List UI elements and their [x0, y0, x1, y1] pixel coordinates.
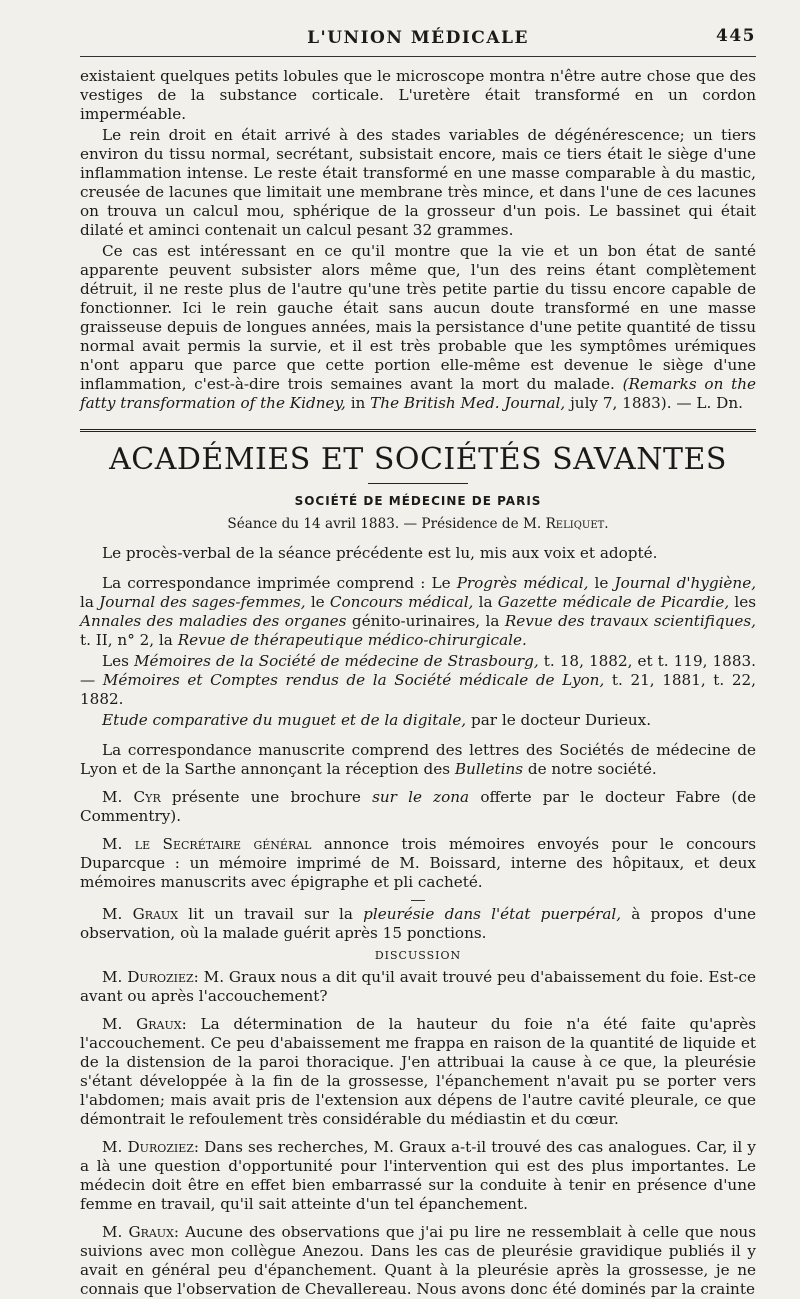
session-line — [80, 516, 756, 532]
correspondence-printed — [80, 574, 756, 650]
corr-revue1: Revue des travaux scientifiques, — [504, 612, 756, 630]
section-rule — [80, 429, 756, 432]
cyr-paragraph — [80, 788, 756, 826]
cyr-a: présente une brochure — [171, 788, 361, 806]
corr-bulletins: Bulletins — [454, 760, 524, 778]
session-text: Séance du 14 avril 1883. — Présidence de M. — [227, 516, 542, 532]
correspondence-memoires — [80, 652, 756, 709]
intro-p3-in: in — [350, 394, 366, 412]
corr-t21: t. 21, 1881, t. 22, 1882. — [80, 671, 756, 708]
intro-p3-citation: (Remarks on the fatty transformation of the Kidney, — [80, 375, 756, 412]
corr-progres: Progrès médical, — [456, 574, 589, 592]
intro-paragraph-3 — [80, 242, 756, 413]
graux-name-1: M. Graux — [102, 1015, 182, 1033]
corr-genito: génito-urinaires, la — [351, 612, 500, 630]
graux-paragraph — [80, 905, 756, 943]
cyr-b: offerte par le docteur Fabre (de Commentry). — [80, 788, 757, 825]
corr-t2: t. II, n° 2, la — [80, 631, 173, 649]
corr-t18: t. 18, 1882, et t. 119, 1883. — — [80, 652, 756, 689]
duroziez-name-2: M. Duroziez — [102, 1138, 194, 1156]
graux-text-1: : La détermination de la hauteur du foie n'a été faite qu'après l'accouchement. Ce peu d'abaissement me frappa en raison de la quantité de liquide et de la distension de la paroi thoracique. J'en attribuai la cause à ce que, la pleurésie s'étant développée à la fin de la grossesse, l'épanchement n'avait pu se porter vers l'abdomen; mais avait pris de l'extension aux dépens de l'autre cavité pleurale, ce que démontrait le refoulement très considérable du médiastin et du cœur. — [80, 1015, 756, 1128]
corr-la2: la — [478, 593, 493, 611]
cyr-zona: sur le zona — [372, 788, 470, 806]
intro-p3-text: Ce cas est intéressant en ce qu'il montre que la vie et un bon état de santé apparente peuvent subsister alors même que, l'un des reins étant complètement détruit, il ne reste plus de l'autre qu'une très petite partie du tissu encore capable de fonctionner. Ici le rein gauche était sans aucun doute transformé en une masse graisseuse depuis de longues années, mais la persistance d'une petite quantité de tissu normal avait permis la survie, et il est très probable que les symptômes urémiques n'ont apparu que parce que cette portion elle-même est devenue le siège d'une inflammation, c'est-à-dire trois semaines avant la mort du malade. — [80, 242, 756, 393]
cyr-name: M. Cyr — [102, 788, 161, 806]
duroziez-text-2: : Dans ses recherches, M. Graux a-t-il trouvé des cas analogues. Car, il y a là une question d'opportunité pour l'intervention qui est des plus importantes. Le médecin doit être en effet bien embarrassé sur la conduite à tenir en présence d'une femme en travail, qu'il sait atteinte d'un tel épanchement. — [80, 1138, 756, 1213]
graux-pleurisy: pleurésie dans l'état puerpéral, — [363, 905, 622, 923]
graux-name: M. Graux — [102, 905, 179, 923]
corr-annales: Annales des maladies des organes — [80, 612, 347, 630]
society-heading: SOCIÉTÉ DE MÉDECINE DE PARIS — [294, 494, 542, 508]
graux-reply-2 — [80, 1223, 756, 1299]
corr-etude-tail: par le docteur Durieux. — [470, 711, 652, 729]
discussion-heading: DISCUSSION — [374, 949, 462, 962]
intro-paragraph-2: Le rein droit en était arrivé à des stades variables de dégénérescence; un tiers environ du tissu normal, secrétant, subsistait encore, mais ce tiers était le siège d'une inflammation intense. Le reste était transformé en une masse comparable à du mastic, creusée de lacunes que limitait une membrane très mince, et dans l'une de ces lacunes on trouva un calcul mou, sphérique de la grosseur d'un pois. Le bassinet qui était dilaté et aminci contenait un calcul pesant 32 grammes. — [80, 126, 756, 239]
intro-p3-tail: july 7, 1883). — L. Dn. — [570, 394, 743, 412]
secretaire-text: annonce trois mémoires envoyés pour le concours Duparcque : un mémoire imprimé de M. Boissard, interne des hôpitaux, et deux mémoires manuscrits avec épigraphe et pli cacheté. — [80, 835, 756, 891]
corr-revue2: Revue de thérapeutique médico-chirurgicale. — [177, 631, 527, 649]
section-short-rule — [368, 483, 468, 484]
secretaire-paragraph — [80, 835, 756, 892]
separator-dash — [411, 900, 425, 901]
corr-memoires-lyon: Mémoires et Comptes rendus de la Société médicale de Lyon, — [102, 671, 605, 689]
corr-etude: Etude comparative du muguet et de la digitale, — [102, 711, 467, 729]
session-president: Reliquet. — [545, 516, 609, 532]
page-number: 445 — [716, 26, 756, 46]
graux-text-2: : Aucune des observations que j'ai pu lire ne ressemblait à celle que nous suivions avec mon collègue Anezou. Dans les cas de pleurésie gravidique publiés il y avait en général peu d'épanchement. Quant à la pleurésie après la grossesse, je ne connais que l'observation de Chevallereau. Nous avons donc été dominés par la crainte — [80, 1223, 756, 1298]
corr-le: le — [594, 574, 609, 592]
duroziez-text-1: : M. Graux nous a dit qu'il avait trouvé peu d'abaissement du foie. Est-ce avant ou après l'accouchement? — [80, 968, 756, 1005]
corr-manuscript-a: La correspondance manuscrite comprend des lettres des Sociétés de médecine de Lyon et de la Sarthe annonçant la réception des — [80, 741, 756, 778]
graux-b: à propos d'une observation, où la malade guérit après 15 ponctions. — [80, 905, 756, 942]
graux-reply-1 — [80, 1015, 756, 1129]
corr-sages: Journal des sages-femmes, — [99, 593, 306, 611]
duroziez-question-2 — [80, 1138, 756, 1214]
header-rule — [80, 56, 756, 57]
duroziez-question-1 — [80, 968, 756, 1006]
correspondence-manuscript — [80, 741, 756, 779]
graux-a: lit un travail sur la — [188, 905, 353, 923]
corr-gazette: Gazette médicale de Picardie, — [497, 593, 730, 611]
section-title: ACADÉMIES ET SOCIÉTÉS SAVANTES — [109, 442, 727, 477]
corr-intro: La correspondance imprimée comprend : Le — [102, 574, 451, 592]
journal-title: L'UNION MÉDICALE — [307, 28, 529, 48]
running-head — [80, 22, 756, 56]
graux-name-2: M. Graux — [102, 1223, 174, 1241]
duroziez-name-1: M. Duroziez — [102, 968, 194, 986]
corr-hygiene: Journal d'hygiène, — [614, 574, 757, 592]
corr-manuscript-b: de notre société. — [527, 760, 657, 778]
corr-la1: la — [80, 593, 94, 611]
intro-paragraph-1: existaient quelques petits lobules que le microscope montra n'être autre chose que des vestiges de la substance corticale. L'uretère était transformé en un cordon imperméable. — [80, 67, 756, 123]
intro-p3-journal: The British Med. Journal, — [370, 394, 566, 412]
corr-concours: Concours médical, — [329, 593, 474, 611]
corr-le2: le — [310, 593, 325, 611]
corr-les: les — [734, 593, 757, 611]
correspondence-etude — [80, 711, 756, 730]
minutes-adopted: Le procès-verbal de la séance précédente est lu, mis aux voix et adopté. — [102, 544, 658, 562]
secretaire-name: M. le Secrétaire général — [102, 835, 312, 853]
corr-memoires: Mémoires de la Société de médecine de Strasbourg, — [133, 652, 539, 670]
corr-les2: Les — [102, 652, 129, 670]
